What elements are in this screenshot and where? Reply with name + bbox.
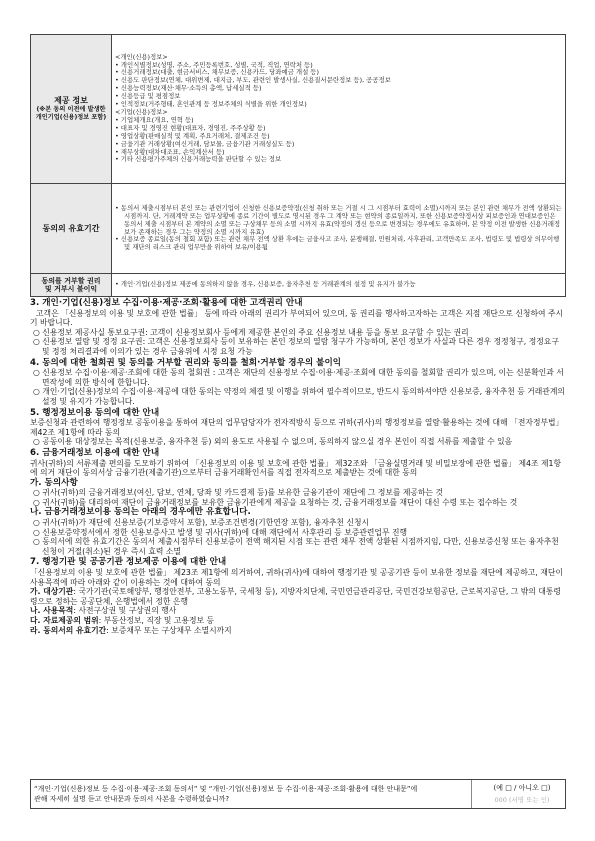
section-6-na-item-3: ○ 동의서에 의한 유효기간은 동의서 제출시점부터 신용보증이 전액 해지된 시점 또는 관련 채무 전액 상환된 시점까지임, 다만, 신용보증신청 또는 융자추천 신청이 거절(취소)된 경우 즉시 효력 소멸 xyxy=(33,537,559,556)
signature-field[interactable]: 000 (서명 또는 인) xyxy=(494,796,550,804)
provided-info-line-11: • 금융기관 거래상황(여신거래, 담보물, 금융기관 거래성실도 등) xyxy=(115,139,295,148)
section-4 xyxy=(30,358,566,407)
section-7-heading: 7. 행정기관 및 공공기관 정보제공 이용에 대한 안내 xyxy=(30,557,227,568)
validity-line-0: • 동의서 제출시점부터 본인 또는 관련기업이 신청한 신용보증약정(신청 취하 또는 거절 시 그 시점부터 효력이 소멸)시까지 또는 본인 관련 채무가 전액 상환되는 시점까지. 단, 거래계약 또는 업무상황에 종료 기간이 별도로 명시된 경우 그 계약 또는 현약의 종료일까지, 또한 신용보증약정서상 피보증인과 연대보증인은 동의서 제출 시점부터 본 계약의 소멸 또는 구상채무 등의 소멸 시까지 유효(약정의 갱신 등으로 변경되는 경우에도 유효하며, 본 약정 이전 발생한 신용거래정보가 존재하는 경우 그는 약정의 소멸 시까지 유효) xyxy=(115,203,562,236)
provided-info-line-13: • 기타 신용평가주체의 신용거래능력을 판단할 수 있는 정보 xyxy=(115,155,282,164)
provided-info-line-0: <개인(신용)정보> xyxy=(115,52,168,61)
section-6-intro: 귀사(귀하)의 서류제출 편의를 도모하기 위하여 「신용정보의 이용 및 보호에 관한 법률」 제32조와 「금융실명거래 및 비밀보장에 관한 법률」 제4조 제1항에 의거 재단이 동의서상 금융기관(제출기관)으로부터 금융거래확인서를 직접 전자적으로 제출받는 것에 대한 동의 xyxy=(30,458,562,478)
section-5-heading: 5. 행정정보이용 동의에 대한 안내 xyxy=(30,407,160,418)
refusal-text: • 개인·기업(신용)정보 제공에 동의하지 않을 경우, 신용보증, 융자추천 등 거래관계의 설정 및 유지가 불가능 xyxy=(112,274,566,297)
section-6-sub-ga: 가. 동의사항 xyxy=(30,477,78,488)
section-7-target: 가. 대상기관: 국가기관(국토해양부, 행정안전부, 고용노동부, 국세청 등), 지방자치단체, 국민연금관리공단, 국민건강보험공단, 근로복지공단, 그 밖의 대통령령으로 정하는 공공단체, 은행법에서 정한 은행 xyxy=(30,587,561,606)
section-7-validity: 라. 동의서의 유효기간: 보증채무 또는 구상채무 소멸시까지 xyxy=(30,625,232,635)
section-5-item-1: ○ 공동이용 대상정보는 목적(신용보증, 융자추천 등) 외의 용도로 사용될 수 없으며, 동의하지 않으실 경우 본인이 직접 서류를 제출할 수 있음 xyxy=(33,437,513,447)
section-6-ga-item-1: ○ 귀사(귀하)의 금융거래정보(여신, 담보, 연체, 당좌 및 카드결제 등)를 보유한 금융기관이 재단에 그 정보를 제공하는 것 xyxy=(33,488,444,498)
provided-info-line-10: • 영업상황(판매실적 및 계획, 주요거래처, 결제조건 등) xyxy=(115,131,270,140)
confirmation-box xyxy=(30,779,566,809)
provided-info-line-6: • 인적정보(거주형태, 혼인관계 등 정보주체의 식별을 위한 개인정보) xyxy=(115,100,307,109)
section-6-heading: 6. 금융거래정보 이용에 대한 안내 xyxy=(30,447,160,458)
section-7-purpose: 나. 사용목적: 사전구상권 및 구상권의 행사 xyxy=(30,606,177,616)
section-3-heading: 3. 개인·기업(신용)정보 수집·이용·제공·조회·활용에 대한 고객권리 안내 xyxy=(30,298,303,308)
provided-info-line-3: • 신용도 판단정보(연체, 대위변제, 대지급, 부도, 관련인 발생사실, 신용질서문란정보 등), 공공정보 xyxy=(115,76,391,85)
section-4-heading: 4. 동의에 대한 철회권 및 동의를 거부할 권리와 동의를 철회·거부할 경우의 불이익 xyxy=(30,357,342,368)
section-6-na-item-1: ○ 귀사(귀하)가 재단에 신용보증(기보증약서 포함), 보증조건변경(기한연장 포함), 융자추천 신청시 xyxy=(33,518,370,528)
validity-line-1: • 신용보증 종료일(동의 철회 포함) 또는 관련 채무 전액 상환 후에는 금융사고 조사, 분쟁해결, 민원처리, 사후관리, 고객만족도 조사, 법령도 및 법령상 의무이행 및 재단의 리스크 관리 업무만을 위하여 보유/이용됨 xyxy=(115,235,560,252)
provided-info-line-12: • 재무상황(대차대조표, 손익계산서 등) xyxy=(115,147,225,156)
section-6 xyxy=(30,448,566,557)
section-3 xyxy=(30,298,566,357)
consent-info-table xyxy=(30,34,566,297)
provided-info-note: (※본 동의 이전에 발생한 개인기업(신용)정보 포함) xyxy=(35,106,107,121)
section-7-intro: 「신용정보의 이용 및 보호에 관한 법률」 제23조 제1항에 의거하여, 귀하(귀사)에 대하여 행정기관 및 공공기관 등이 보유한 정보를 재단에 제공하고, 재단이 사용목적에 따라 아래와 같이 이용하는 것에 대하여 동의 xyxy=(30,568,563,587)
confirmation-question: “개인·기업(신용)정보 등 수집·이용·제공·조회 동의서” 및 “개인·기업(신용)정보 등 수집·이용·제공·조회·활용에 대한 안내문”에 관해 자세히 설명 듣고 안내문과 동의서 사본을 수령하였습니까? xyxy=(34,785,418,803)
provided-info-line-5: • 신용등급 및 평점정보 xyxy=(115,92,181,101)
section-4-item-1: ○ 신용정보 수집·이용·제공·조회에 대한 동의 철회권 : 고객은 재단의 신용정보 수집·이용·제공·조회에 대한 동의를 철회할 권리가 있으며, 이는 신분확인과 서면작성에 의한 방식에 한합니다. xyxy=(33,368,564,387)
section-5 xyxy=(30,408,566,447)
section-5-intro: 보증신청과 관련하여 행정정보 공동이용을 통하여 재단의 업무담당자가 전자적방식 등으로 귀하(귀사)의 행정정보를 열람·활용하는 것에 대해 「전자정부법」 제42조 제1항에 따라 동의 xyxy=(30,418,564,437)
section-3-item-1: ○ 신용정보 제공사실 통보요구권: 고객이 신용정보회사 등에게 제공한 본인의 주요 신용정보 내용 등을 통보 요구할 수 있는 권리 xyxy=(33,327,469,337)
provided-info-line-1: • 개인식별정보(성명, 주소, 주민등록번호, 성별, 국적, 직업, 연락처 등) xyxy=(115,60,313,69)
provided-info-line-8: • 기업체개요(개요, 연혁 등) xyxy=(115,115,194,124)
validity-header: 동의의 유효기간 xyxy=(31,184,112,274)
confirmation-divider xyxy=(471,780,472,808)
yes-no-checkbox-group[interactable]: (예 □ / 아니오 □) xyxy=(493,784,551,792)
section-6-na-item-2: ○ 신용보증약정서에서 정한 신용보증사고 발생 및 귀사(귀하)에 대해 재단에서 사후관리 등 보증관련업무 진행 xyxy=(33,527,408,537)
section-7 xyxy=(30,557,566,635)
provided-info-list xyxy=(112,35,566,184)
provided-info-line-9: • 대표자 및 경영진 현황(대표자, 경영진, 주주상황 등) xyxy=(115,123,266,132)
section-3-item-2: ○ 신용정보 열람 및 정정 요구권: 고객은 신용정보회사 등이 보유하는 본인 정보의 열람 청구가 가능하며, 본인 정보가 사실과 다른 경우 정정청구, 정정요구 및 정정 처리결과에 이의가 있는 경우 금융위에 시정 요청 가능 xyxy=(33,337,559,356)
provided-info-line-4: • 신용능력정보(재산·채무·소득의 총액, 납세실적 등) xyxy=(115,84,262,93)
section-6-sub-na: 나. 금융거래정보이용 동의는 아래의 경우에만 유효합니다. xyxy=(30,507,251,518)
provided-info-line-2: • 신용거래정보(대출, 현금서비스, 채무보증, 신용카드, 당좌예금 개설 등) xyxy=(115,68,319,77)
provided-info-title: 제공 정보 xyxy=(54,96,88,105)
section-3-intro: 고객은 「신용정보의 이용 및 보호에 관한 법률」 등에 따라 아래의 권리가 부여되어 있으며, 동 권리를 행사하고자하는 고객은 지점 재단으로 신청하여 주시기 바랍니다. xyxy=(30,308,564,328)
section-7-scope: 다. 자료제공의 범위: 부동산정보, 직장 및 고용정보 등 xyxy=(30,616,215,625)
refusal-header: 동의를 거부할 권리 및 거부시 불이익 xyxy=(31,274,112,297)
provided-info-header xyxy=(31,35,112,184)
consent-document xyxy=(30,34,566,635)
provided-info-line-7: <기업(신용)정보> xyxy=(115,108,168,116)
section-4-item-2: ○ 개인·기업(신용)정보의 수집·이용·제공에 대한 동의는 약정의 체결 및 이행을 위하여 필수적이므로, 반드시 동의하셔야만 신용보증, 융자추천 등 거래관계의 설정 및 유지가 가능합니다. xyxy=(33,387,565,406)
validity-list xyxy=(112,184,566,274)
section-6-ga-item-2: ○ 귀사(귀하)를 대리하여 재단이 금융거래정보를 보유한 금융기관에게 제공을 요청하는 것, 금융거래정보를 재단이 대신 수령 또는 접수하는 것 xyxy=(33,497,518,507)
